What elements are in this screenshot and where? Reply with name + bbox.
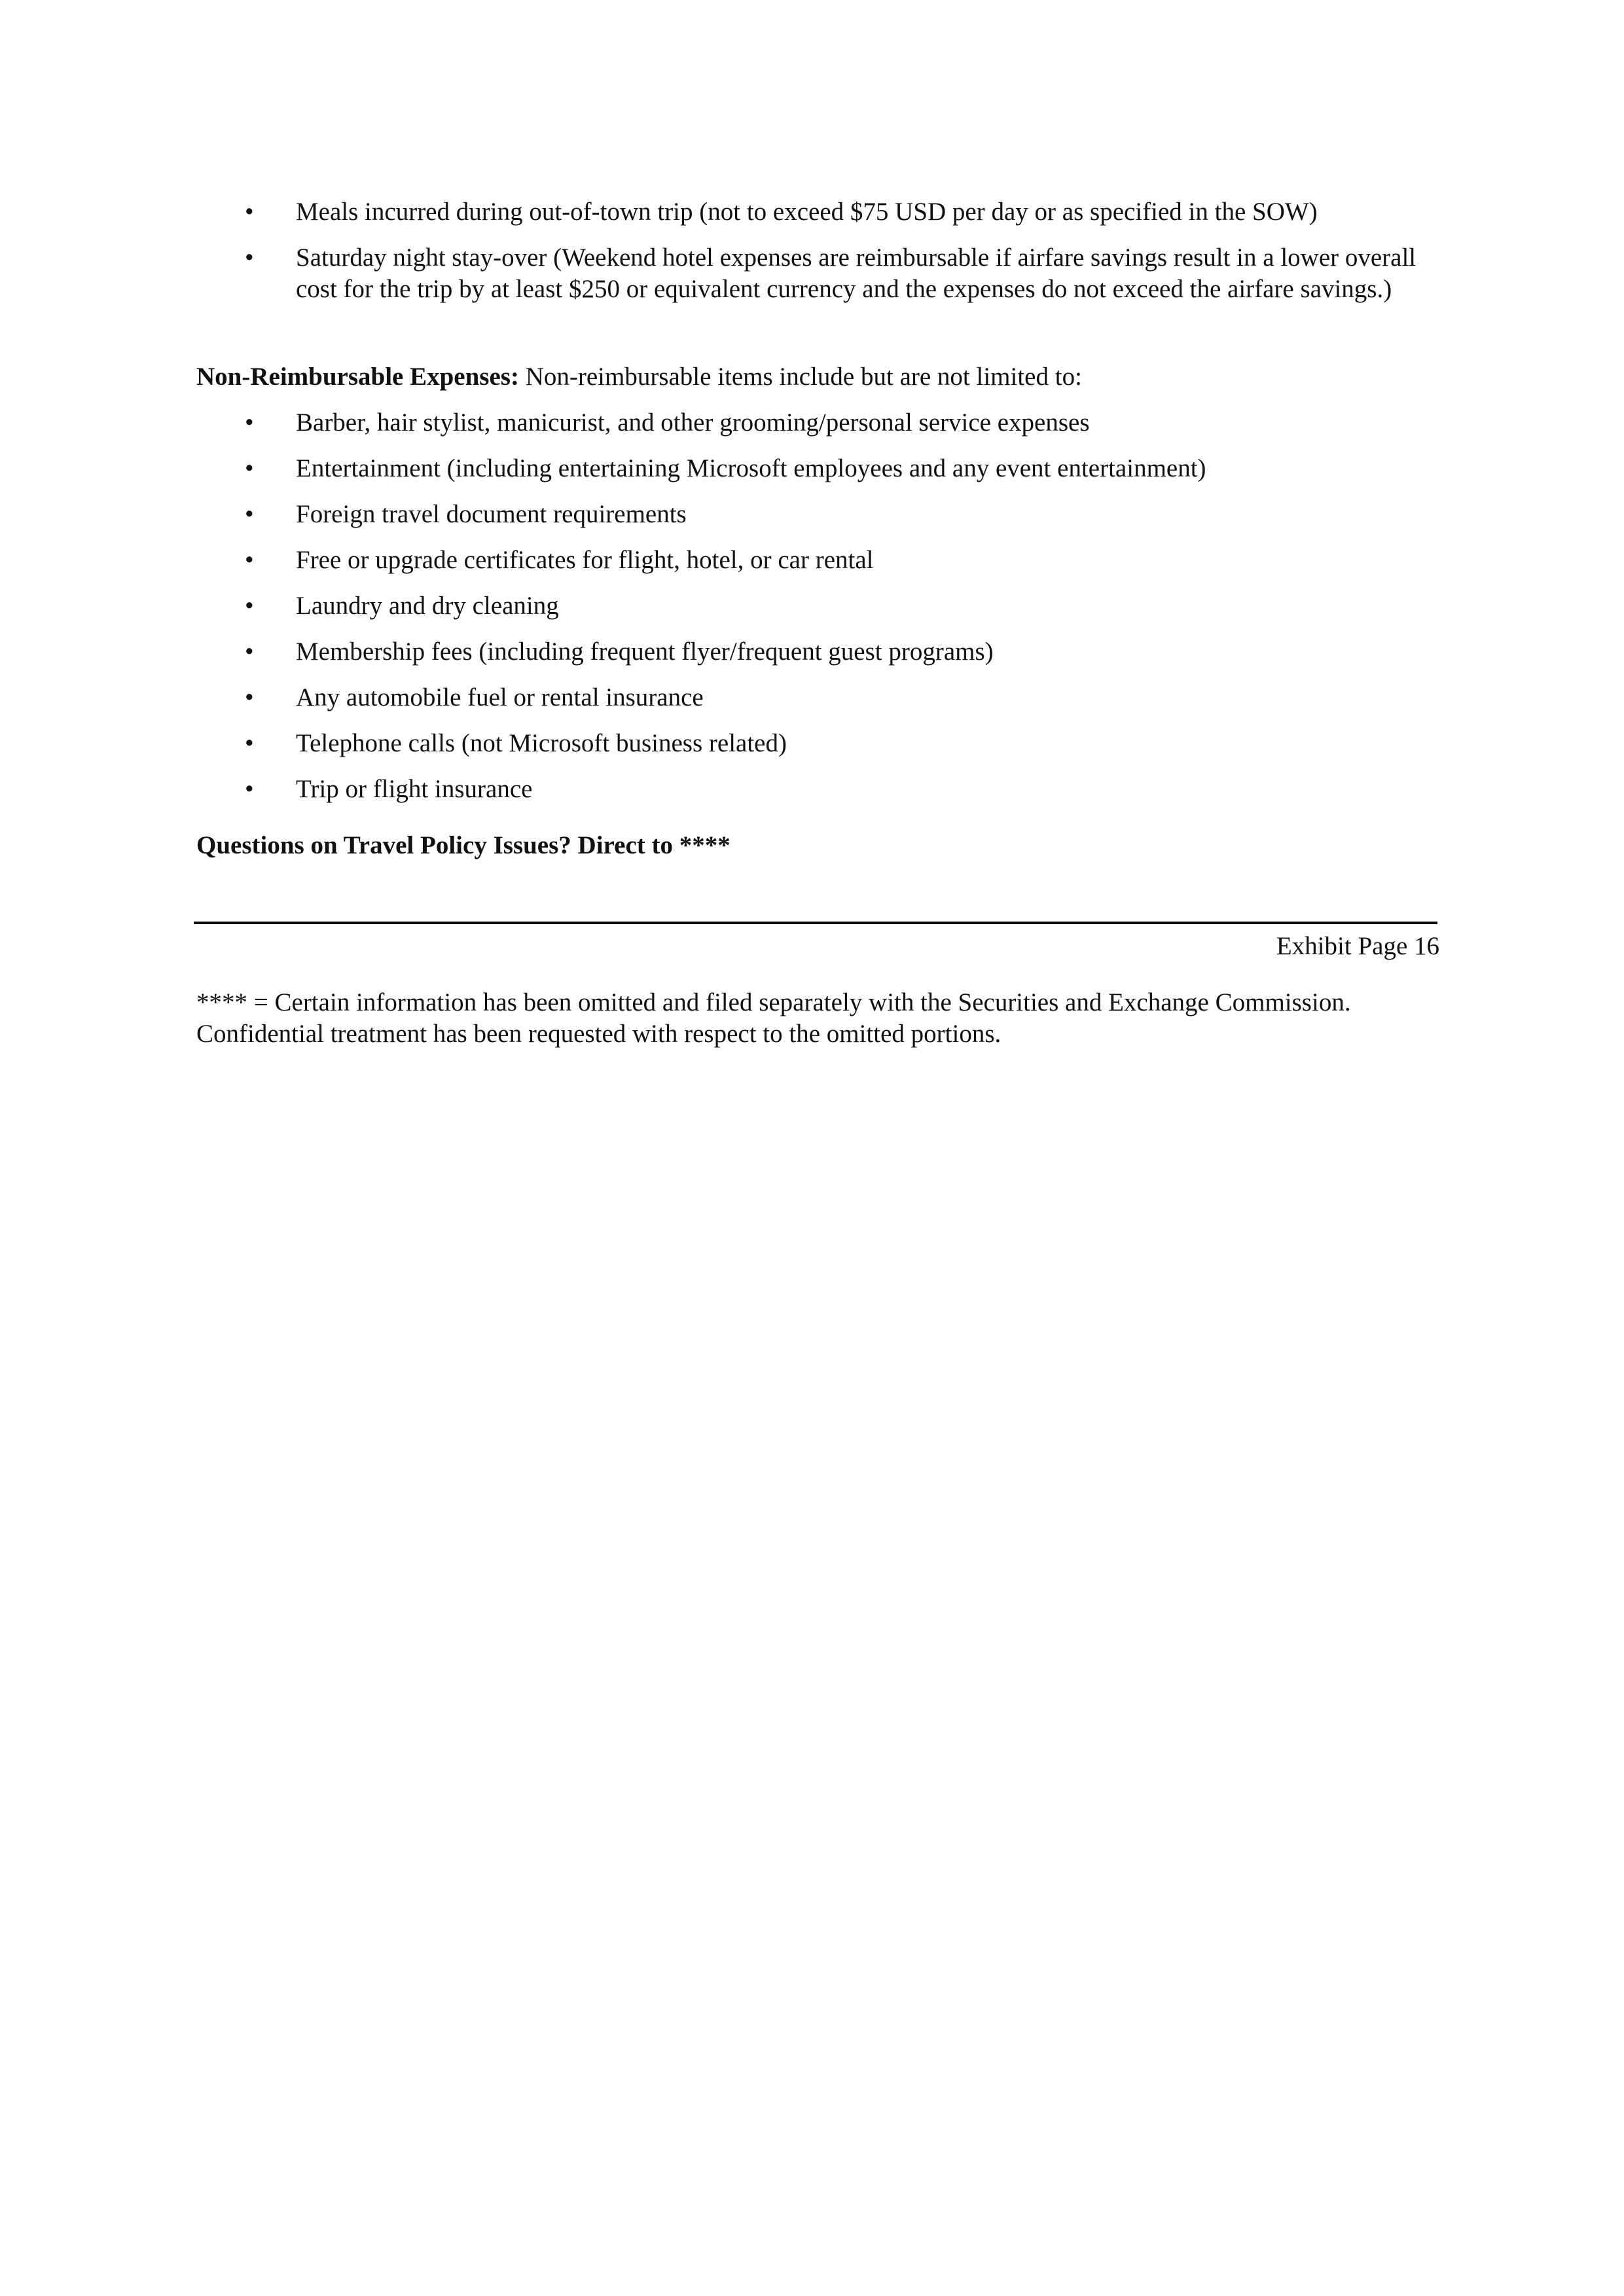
list-item (196, 453, 1440, 484)
list-item-text: Laundry and dry cleaning (296, 592, 559, 620)
list-item (196, 196, 1440, 228)
bullet-icon: • (245, 592, 254, 620)
bullet-icon: • (245, 775, 254, 803)
list-item (196, 545, 1440, 576)
bullet-icon: • (245, 729, 254, 757)
page-number: Exhibit Page 16 (1276, 932, 1439, 960)
bullet-icon: • (245, 637, 254, 666)
list-item-text: Saturday night stay-over (Weekend hotel expenses are reimbursable if airfare savings result in a lower overall cost for the trip by at least $250 or equivalent currency and the expenses do not exceed the airfare savings.) (296, 243, 1416, 303)
list-item-text: Telephone calls (not Microsoft business related) (296, 729, 787, 757)
bullet-icon: • (245, 500, 254, 528)
bullet-icon: • (245, 243, 254, 272)
list-item-text: Meals incurred during out-of-town trip (not to exceed $75 USD per day or as specified in the SOW) (296, 198, 1318, 226)
list-item (196, 728, 1440, 759)
list-item (196, 242, 1440, 305)
section-label: Non-Reimbursable Expenses: (196, 363, 519, 391)
bullet-icon: • (245, 546, 254, 574)
bullet-icon: • (245, 408, 254, 437)
list-item (196, 774, 1440, 805)
list-item-text: Trip or flight insurance (296, 775, 533, 803)
list-item-text: Membership fees (including frequent flyer/frequent guest programs) (296, 637, 994, 666)
list-item (196, 682, 1440, 713)
questions-heading: Questions on Travel Policy Issues? Direct to **** (196, 831, 731, 859)
non-reimbursable-list (196, 407, 1440, 819)
confidentiality-footnote: **** = Certain information has been omitted and filed separately with the Securities and Exchange Commission. Confidential treatment has been requested with respect to the omitted portions. (196, 988, 1351, 1048)
bullet-icon: • (245, 683, 254, 711)
list-item (196, 590, 1440, 622)
list-item-text: Any automobile fuel or rental insurance (296, 683, 704, 711)
reimbursable-list (196, 196, 1440, 319)
list-item (196, 407, 1440, 439)
section-intro: Non-reimbursable items include but are not limited to: (518, 363, 1082, 391)
list-item-text: Foreign travel document requirements (296, 500, 687, 528)
list-item (196, 636, 1440, 668)
list-item (196, 499, 1440, 530)
list-item-text: Entertainment (including entertaining Microsoft employees and any event entertainment) (296, 454, 1206, 482)
bullet-icon: • (245, 454, 254, 482)
footer-divider (194, 922, 1437, 924)
non-reimbursable-heading (196, 361, 1440, 393)
bullet-icon: • (245, 198, 254, 226)
list-item-text: Free or upgrade certificates for flight, hotel, or car rental (296, 546, 874, 574)
list-item-text: Barber, hair stylist, manicurist, and other grooming/personal service expenses (296, 408, 1090, 437)
